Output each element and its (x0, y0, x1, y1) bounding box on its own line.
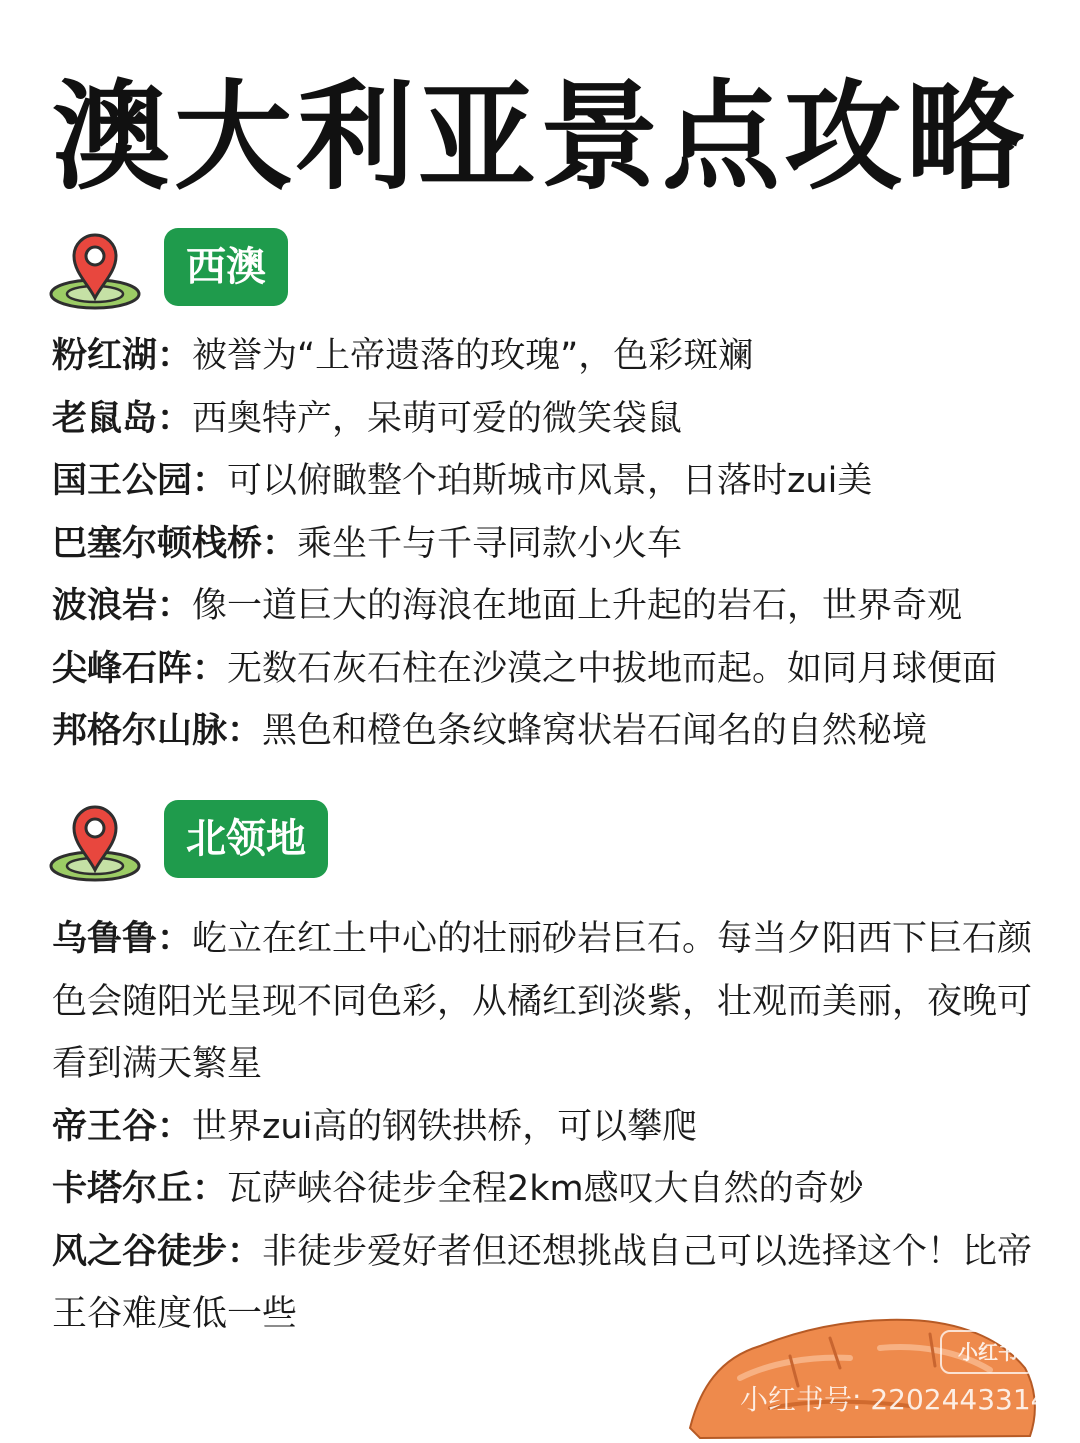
list-item (52, 1158, 1062, 1221)
watermark-id: 小红书号: 2202443314 (740, 1383, 1049, 1416)
list-item (52, 700, 1062, 763)
section-header-west-australia (48, 228, 448, 318)
entry-name: 风之谷徒步： (52, 1231, 263, 1272)
entry-desc: 瓦萨峡谷徒步全程2km感叹大自然的奇妙 (227, 1169, 864, 1209)
entry-desc: 被誉为“上帝遗落的玫瑰”，色彩斑斓 (192, 336, 754, 376)
entry-name: 帝王谷： (52, 1106, 193, 1147)
watermark-logo: 小红书 (940, 1330, 1036, 1374)
list-item (52, 638, 1062, 701)
uluru-rock-illustration (680, 1308, 1040, 1443)
map-pin-icon (48, 228, 142, 314)
entry-name: 老鼠岛： (52, 398, 193, 439)
list-item (52, 325, 1062, 388)
entry-name: 邦格尔山脉： (52, 711, 263, 751)
entry-name: 尖峰石阵： (52, 648, 228, 689)
entry-name: 波浪岩： (52, 586, 193, 626)
entry-desc: 无数石灰石柱在沙漠之中拔地而起。如同月球便面 (227, 648, 998, 689)
entry-name: 乌鲁鲁： (52, 919, 193, 959)
entry-desc: 屹立在红土中心的壮丽砂岩巨石。每当夕阳西下巨石颜色会随阳光呈现不同色彩，从橘红到淡紫，壮观而美丽，夜晚可看到满天繁星 (52, 919, 1033, 1084)
entry-list-west-australia (52, 325, 1062, 763)
list-item (52, 450, 1062, 513)
entry-desc: 黑色和橙色条纹蜂窝状岩石闻名的自然秘境 (262, 711, 928, 751)
map-pin-icon (48, 800, 142, 886)
section-header-northern-territory (48, 800, 448, 890)
list-item (52, 513, 1062, 576)
section-tag-badge: 西澳 (164, 228, 288, 306)
list-item (52, 388, 1062, 451)
section-tag-badge: 北领地 (164, 800, 328, 878)
list-item (52, 1096, 1062, 1159)
page-title: 澳大利亚景点攻略 (51, 68, 1028, 206)
entry-name: 巴塞尔顿栈桥： (52, 523, 298, 564)
entry-desc: 非徒步爱好者但还想挑战自己可以选择这个！比帝王谷难度低一些 (52, 1231, 1033, 1334)
entry-name: 粉红湖： (52, 336, 193, 376)
entry-desc: 可以俯瞰整个珀斯城市风景，日落时zui美 (227, 461, 873, 501)
entry-desc: 西奥特产，呆萌可爱的微笑袋鼠 (192, 398, 683, 439)
entry-desc: 乘坐千与千寻同款小火车 (297, 523, 683, 564)
entry-desc: 像一道巨大的海浪在地面上升起的岩石，世界奇观 (192, 586, 963, 626)
entry-desc: 世界zui高的钢铁拱桥，可以攀爬 (192, 1106, 698, 1147)
list-item (52, 908, 1062, 1096)
entry-name: 卡塔尔丘： (52, 1169, 228, 1209)
list-item (52, 575, 1062, 638)
entry-list-northern-territory (52, 908, 1062, 1346)
entry-name: 国王公园： (52, 461, 228, 501)
